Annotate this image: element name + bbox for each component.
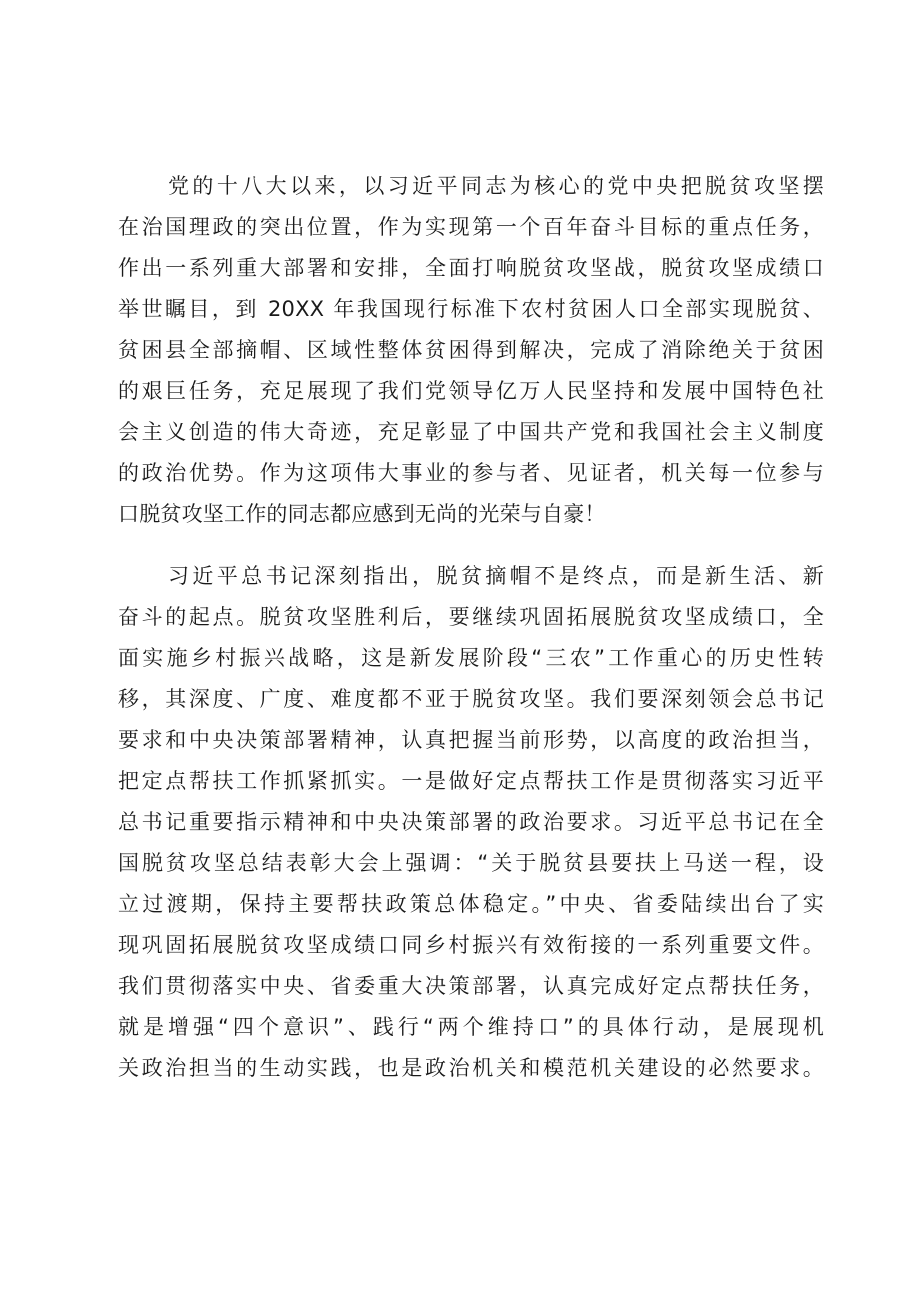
paragraph-line: 我们贯彻落实中央、省委重大决策部署，认真完成好定点帮扶任务， — [118, 974, 824, 998]
paragraph-line: 就是增强“四个意识”、践行“两个维持口”的具体行动，是展现机 — [118, 1015, 824, 1039]
paragraph-line: 的政治优势。作为这项伟大事业的参与者、见证者，机关每一位参与 — [118, 461, 824, 485]
paragraph-line: 现巩固拓展脱贫攻坚成绩口同乡村振兴有效衔接的一系列重要文件。 — [118, 933, 824, 957]
paragraph-1 — [118, 166, 824, 535]
paragraph-2 — [118, 556, 824, 1089]
paragraph-line: 的艰巨任务，充足展现了我们党领导亿万人民坚持和发展中国特色社 — [118, 379, 824, 403]
paragraph-line: 要求和中央决策部署精神，认真把握当前形势，以高度的政治担当， — [118, 728, 824, 752]
paragraph-line: 立过渡期，保持主要帮扶政策总体稳定。”中央、省委陆续出台了实 — [118, 892, 824, 916]
paragraph-line: 在治国理政的突出位置，作为实现第一个百年奋斗目标的重点任务， — [118, 215, 824, 239]
paragraph-line: 移，其深度、广度、难度都不亚于脱贫攻坚。我们要深刻领会总书记 — [118, 687, 824, 711]
paragraph-line: 把定点帮扶工作抓紧抓实。一是做好定点帮扶工作是贯彻落实习近平 — [118, 769, 824, 793]
paragraph-line: 会主义创造的伟大奇迹，充足彰显了中国共产党和我国社会主义制度 — [118, 420, 824, 444]
paragraph-line: 奋斗的起点。脱贫攻坚胜利后，要继续巩固拓展脱贫攻坚成绩口，全 — [118, 605, 824, 629]
paragraph-line: 关政治担当的生动实践，也是政治机关和模范机关建设的必然要求。 — [118, 1056, 824, 1080]
paragraph-line: 贫困县全部摘帽、区域性整体贫困得到解决，完成了消除绝关于贫困 — [118, 338, 824, 362]
paragraph-line: 国脱贫攻坚总结表彰大会上强调：“关于脱贫县要扶上马送一程，设 — [118, 851, 824, 875]
paragraph-line: 习近平总书记深刻指出，脱贫摘帽不是终点，而是新生活、新 — [168, 564, 824, 588]
paragraph-line: 面实施乡村振兴战略，这是新发展阶段“三农”工作重心的历史性转 — [118, 646, 824, 670]
paragraph-line: 作出一系列重大部署和安排，全面打响脱贫攻坚战，脱贫攻坚成绩口 — [118, 256, 824, 280]
paragraph-line: 总书记重要指示精神和中央决策部署的政治要求。习近平总书记在全 — [118, 810, 824, 834]
paragraph-line: 党的十八大以来，以习近平同志为核心的党中央把脱贫攻坚摆 — [168, 174, 824, 198]
paragraph-line: 举世瞩目，到 20XX 年我国现行标准下农村贫困人口全部实现脱贫、 — [118, 297, 824, 321]
paragraph-line: 口脱贫攻坚工作的同志都应感到无尚的光荣与自豪！ — [118, 502, 606, 526]
